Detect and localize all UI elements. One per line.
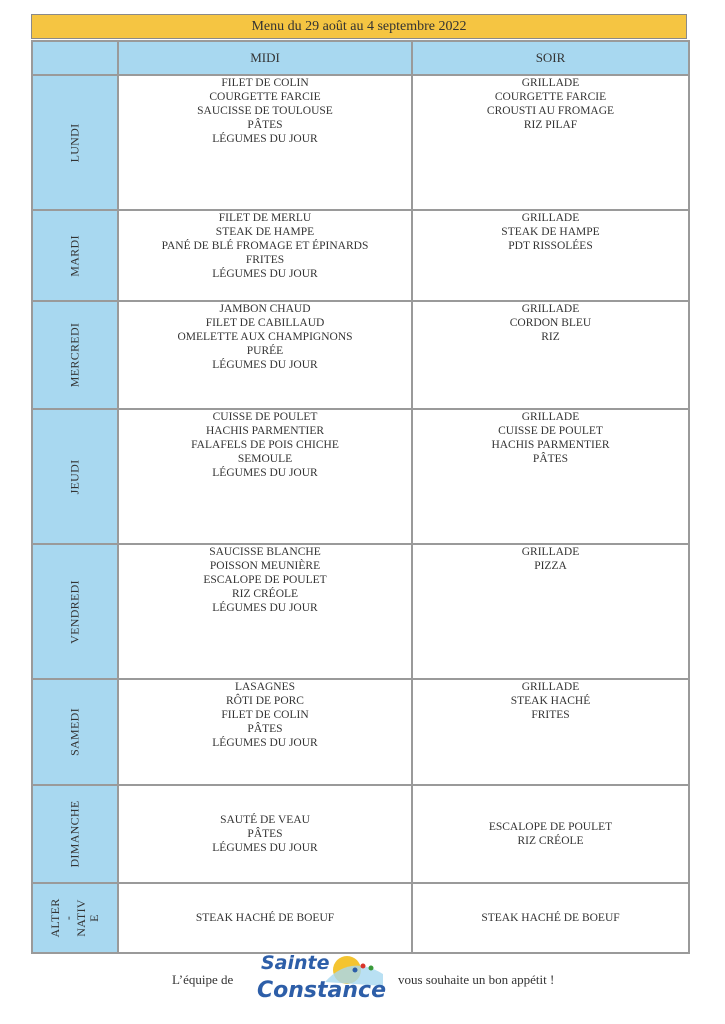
sainte-constance-logo [255, 952, 395, 1010]
dish-item: LÉGUMES DU JOUR [212, 133, 318, 145]
menu-row [32, 544, 689, 679]
logo-figure-icon [361, 964, 366, 969]
dish-item: FALAFELS DE POIS CHICHE [191, 439, 339, 451]
dish-item: SEMOULE [237, 453, 293, 465]
soir-cell [412, 75, 689, 210]
dish-item: HACHIS PARMENTIER [491, 439, 610, 451]
menu-title: Menu du 29 août au 4 septembre 2022 [31, 14, 687, 39]
dish-item: PDT RISSOLÉES [508, 240, 593, 252]
soir-cell [412, 679, 689, 785]
midi-cell [118, 75, 412, 210]
corner-cell [32, 41, 118, 75]
footer-left-text: L’équipe de [172, 972, 234, 987]
logo-text-sainte: Sainte [261, 952, 330, 974]
dish-item: FILET DE COLIN [221, 709, 309, 721]
day-cell [32, 301, 118, 409]
dish-item: GRILLADE [521, 303, 580, 315]
dish-item: RIZ CRÉOLE [231, 588, 299, 600]
menu-row [32, 210, 689, 301]
day-label-line: NATIV [74, 899, 88, 937]
dish-item: ESCALOPE DE POULET [488, 821, 613, 833]
day-label-line: - [61, 915, 75, 921]
dish-item: STEAK HACHÉ DE BOEUF [481, 912, 620, 924]
dish-item: CUISSE DE POULET [498, 425, 603, 437]
midi-cell [118, 409, 412, 544]
day-label: MERCREDI [67, 322, 82, 388]
dish-item: STEAK HACHÉ DE BOEUF [195, 912, 335, 924]
dish-item: POISSON MEUNIÈRE [209, 560, 321, 572]
menu-row [32, 301, 689, 409]
logo-figure-icon [369, 966, 374, 971]
dish-item: RÔTI DE PORC [226, 695, 304, 707]
logo-text-constance: Constance [257, 978, 387, 1003]
day-label-line: E [87, 914, 101, 922]
midi-cell [118, 544, 412, 679]
menu-body [32, 75, 689, 953]
dish-item: FILET DE CABILLAUD [205, 317, 325, 329]
menu-row [32, 785, 689, 883]
footer [0, 952, 725, 1012]
dish-item: PÂTES [247, 828, 283, 840]
dish-item: JAMBON CHAUD [219, 303, 311, 315]
midi-cell [118, 679, 412, 785]
dish-item: PÂTES [532, 453, 569, 465]
day-cell [32, 544, 118, 679]
menu-row [32, 409, 689, 544]
day-label: MARDI [67, 234, 82, 277]
dish-item: STEAK DE HAMPE [215, 226, 315, 238]
dish-item: OMELETTE AUX CHAMPIGNONS [177, 331, 353, 343]
dish-item: FILET DE COLIN [221, 77, 309, 89]
dish-item: ESCALOPE DE POULET [203, 574, 327, 586]
dish-item: LÉGUMES DU JOUR [212, 737, 318, 749]
dish-item: LÉGUMES DU JOUR [212, 842, 318, 854]
column-header-midi: MIDI [118, 41, 412, 75]
dish-item: CORDON BLEU [509, 317, 592, 329]
day-label-line: ALTER [48, 898, 62, 938]
day-cell [32, 679, 118, 785]
menu-row [32, 883, 689, 953]
dish-item: SAUTÉ DE VEAU [220, 814, 310, 826]
soir-cell [412, 210, 689, 301]
dish-item: PURÉE [246, 345, 284, 357]
dish-item: GRILLADE [521, 212, 580, 224]
dish-item: RIZ [541, 331, 560, 343]
day-label: SAMEDI [67, 708, 82, 756]
day-cell [32, 883, 118, 953]
menu-row [32, 679, 689, 785]
column-header-soir: SOIR [412, 41, 689, 75]
footer-right-text: vous souhaite un bon appétit ! [398, 972, 555, 987]
dish-item: STEAK HACHÉ [510, 695, 591, 707]
dish-item: GRILLADE [521, 77, 580, 89]
dish-item: FRITES [245, 254, 285, 266]
midi-cell [118, 301, 412, 409]
dish-item: PÂTES [247, 119, 283, 131]
dish-item: FILET DE MERLU [218, 212, 312, 224]
day-cell [32, 210, 118, 301]
day-cell [32, 785, 118, 883]
dish-item: RIZ PILAF [523, 119, 578, 131]
dish-item: LASAGNES [234, 681, 296, 693]
dish-item: LÉGUMES DU JOUR [212, 602, 318, 614]
day-label [49, 898, 101, 938]
dish-item: GRILLADE [521, 681, 580, 693]
dish-item: PÂTES [247, 723, 283, 735]
menu-table [31, 40, 690, 954]
dish-item: PANÉ DE BLÉ FROMAGE ET ÉPINARDS [161, 240, 369, 252]
menu-row [32, 75, 689, 210]
midi-cell [118, 883, 412, 953]
midi-cell [118, 785, 412, 883]
dish-item: SAUCISSE DE TOULOUSE [197, 105, 333, 117]
logo-figure-icon [353, 968, 358, 973]
dish-item: CROUSTI AU FROMAGE [486, 105, 615, 117]
soir-cell [412, 301, 689, 409]
dish-item: FRITES [531, 709, 570, 721]
day-cell [32, 75, 118, 210]
dish-item: SAUCISSE BLANCHE [209, 546, 321, 558]
dish-item: LÉGUMES DU JOUR [212, 268, 318, 280]
midi-cell [118, 210, 412, 301]
soir-cell [412, 785, 689, 883]
dish-item: GRILLADE [521, 411, 580, 423]
soir-cell [412, 409, 689, 544]
dish-item: CUISSE DE POULET [212, 411, 318, 423]
dish-item: LÉGUMES DU JOUR [212, 359, 318, 371]
soir-cell [412, 883, 689, 953]
day-label: JEUDI [67, 459, 82, 494]
day-cell [32, 409, 118, 544]
dish-item: PIZZA [534, 560, 567, 572]
dish-item: STEAK DE HAMPE [501, 226, 600, 238]
soir-cell [412, 544, 689, 679]
day-label: DIMANCHE [67, 800, 82, 868]
dish-item: LÉGUMES DU JOUR [212, 467, 318, 479]
dish-item: COURGETTE FARCIE [494, 91, 607, 103]
dish-item: GRILLADE [521, 546, 580, 558]
dish-item: RIZ CRÉOLE [517, 835, 584, 847]
day-label: VENDREDI [67, 579, 82, 644]
dish-item: HACHIS PARMENTIER [205, 425, 325, 437]
dish-item: COURGETTE FARCIE [209, 91, 321, 103]
day-label: LUNDI [67, 123, 82, 162]
